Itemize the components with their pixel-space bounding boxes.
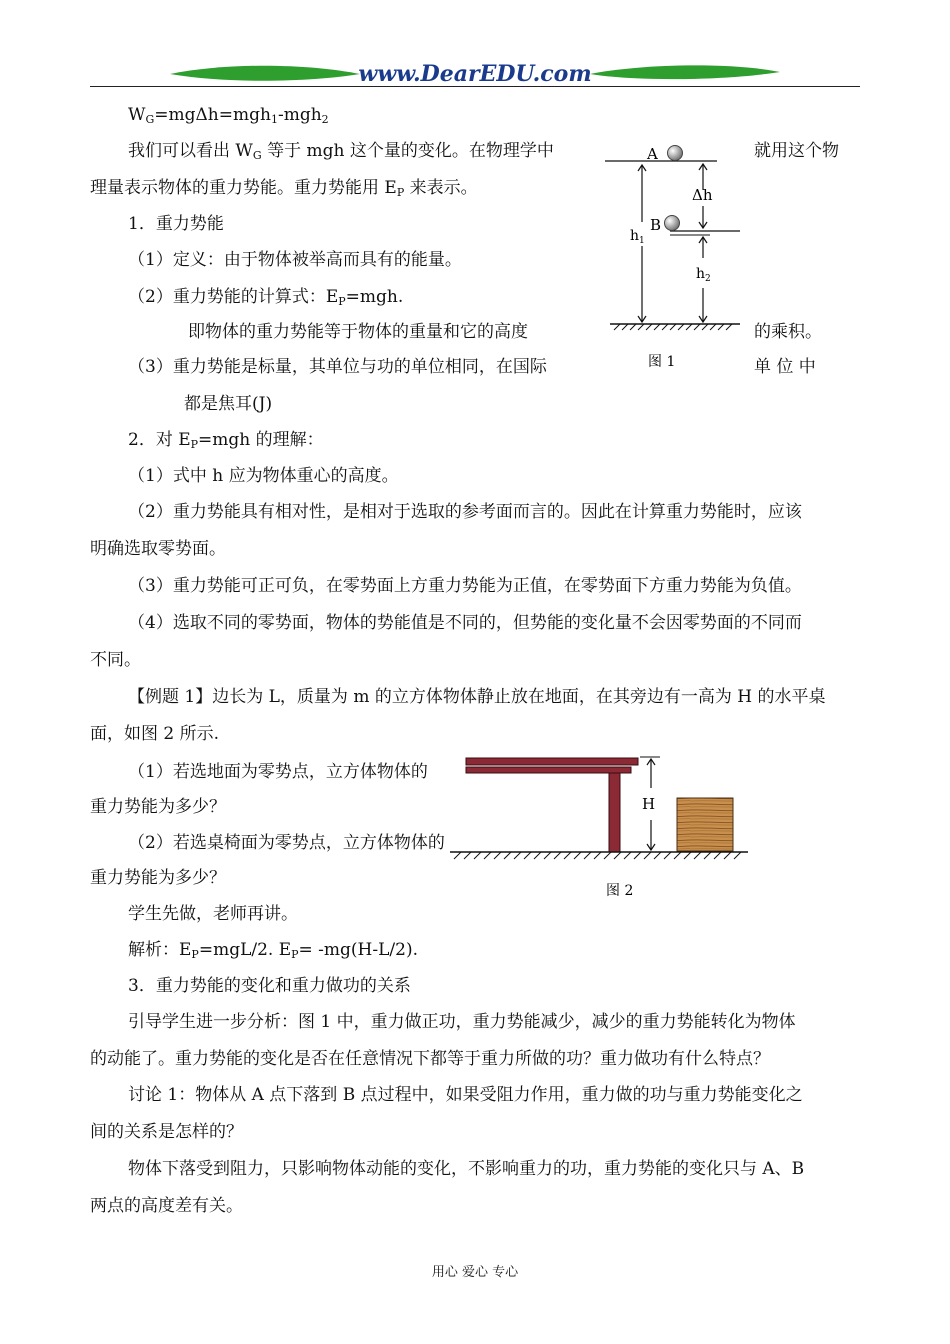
header-rule [90, 86, 860, 87]
paragraph-line: 就用这个物 [754, 141, 839, 161]
section-heading: 1．重力势能 [128, 214, 224, 234]
wooden-cube [677, 798, 733, 851]
table-top [466, 758, 638, 765]
label-h: H [642, 795, 656, 813]
page-footer: 用心 爱心 专心 [431, 1265, 519, 1280]
paragraph-line: 单 位 中 [754, 357, 816, 377]
label-a: A [647, 145, 658, 163]
paragraph-line: 不同。 [90, 650, 141, 670]
paragraph-line: （3）重力势能是标量，其单位与功的单位相同，在国际 [128, 357, 547, 377]
paragraph-line: （2）重力势能具有相对性，是相对于选取的参考面而言的。因此在计算重力势能时，应该 [128, 502, 802, 522]
label-h2: $h_2$ [696, 266, 711, 284]
ground-hatching-2 [454, 852, 741, 859]
logo-text: www.DearEDU.com [358, 61, 592, 87]
paragraph-line: （3）重力势能可正可负，在零势面上方重力势能为正值，在零势面下方重力势能为负值。 [128, 576, 802, 596]
paragraph-line: 的动能了。重力势能的变化是否在任意情况下都等于重力所做的功？重力做功有什么特点？ [90, 1049, 770, 1069]
paragraph-line: 学生先做，老师再讲。 [128, 904, 298, 924]
label-delta-h: Δh [692, 186, 713, 204]
label-b: B [650, 216, 662, 234]
figure-2-caption: 图 2 [606, 883, 634, 899]
paragraph-line: （1）若选地面为零势点，立方体物体的 [128, 762, 428, 782]
section-heading: 3．重力势能的变化和重力做功的关系 [128, 976, 411, 996]
figure-1-diagram [600, 138, 750, 378]
figure-2-diagram [450, 754, 755, 904]
paragraph-line: （1）定义：由于物体被举高而具有的能量。 [128, 250, 462, 270]
paragraph-line: 引导学生进一步分析：图 1 中，重力做正功，重力势能减少，减少的重力势能转化为物体 [128, 1012, 796, 1032]
paragraph-line: 理量表示物体的重力势能。重力势能用 $E_P$ 来表示。 [90, 178, 478, 199]
figure-1-caption: 图 1 [648, 354, 676, 370]
example-heading: 【例题 1】边长为 L，质量为 m 的立方体物体静止放在地面，在其旁边有一高为 H 的水平桌 [128, 687, 826, 707]
ball-b [665, 216, 680, 231]
paragraph-line: 讨论 1：物体从 A 点下落到 B 点过程中，如果受阻力作用，重力做的功与重力势能变化之 [128, 1085, 803, 1105]
paragraph-line: 物体下落受到阻力，只影响物体动能的变化，不影响重力的功，重力势能的变化只与 A、B [128, 1159, 805, 1179]
table-leg [609, 773, 620, 852]
section-heading: 2．对 $E_P=mgh$ 的理解： [128, 430, 324, 451]
paragraph-line: 重力势能为多少？ [90, 797, 226, 817]
table-top-edge [466, 767, 631, 773]
paragraph-line: 的乘积。 [754, 322, 822, 342]
paragraph-line: 面，如图 2 所示. [90, 724, 220, 744]
paragraph-line: （2）若选桌椅面为零势点，立方体物体的 [128, 833, 445, 853]
solution-line: 解析：$E_P=mgL/2$. $E_P= -mg(H-L/2)$. [128, 940, 418, 961]
paragraph-line: 两点的高度差有关。 [90, 1196, 243, 1216]
paragraph-line: （4）选取不同的零势面，物体的势能值是不同的，但势能的变化量不会因零势面的不同而 [128, 613, 802, 633]
paragraph-line: （1）式中 h 应为物体重心的高度。 [128, 466, 399, 486]
paragraph-line: 即物体的重力势能等于物体的重量和它的高度 [188, 322, 528, 342]
label-h1: $h_1$ [630, 228, 645, 246]
formula-wg: $W_G=mg\Delta h=mgh_1-mgh_2$ [128, 105, 329, 126]
paragraph-line: 间的关系是怎样的？ [90, 1122, 243, 1142]
paragraph-line: （2）重力势能的计算式：$E_P=mgh$. [128, 287, 404, 308]
ground-hatching [614, 324, 732, 330]
paragraph-line: 我们可以看出 $W_G$ 等于 mgh 这个量的变化。在物理学中 [128, 141, 554, 162]
paragraph-line: 重力势能为多少？ [90, 868, 226, 888]
paragraph-line: 都是焦耳(J) [184, 394, 273, 414]
paragraph-line: 明确选取零势面。 [90, 539, 226, 559]
ball-a [668, 146, 683, 161]
